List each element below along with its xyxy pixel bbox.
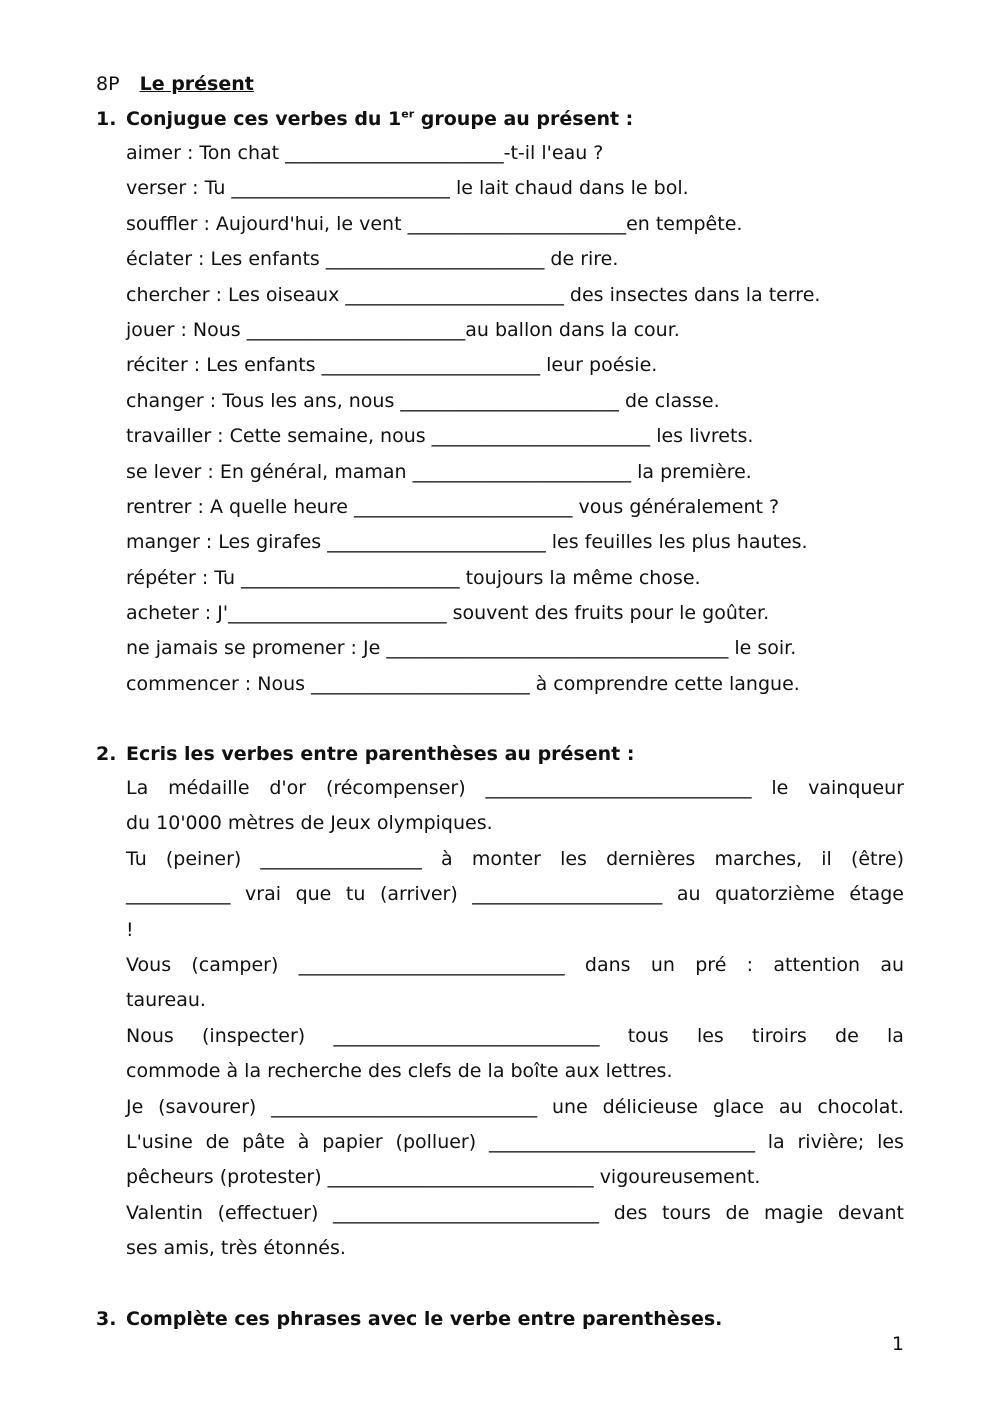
exercise-2-word: ____________________________ (333, 1024, 600, 1047)
exercise-2-word: ____________________________ (298, 953, 565, 976)
exercise-1-sentence: verser : Tu _______________________ le lait chaud dans le bol. (126, 177, 689, 200)
exercise-1-sentence: souffler : Aujourd'hui, le vent _______________________en tempête. (126, 212, 743, 235)
exercise-1-sentence: travailler : Cette semaine, nous _______________________ les livrets. (126, 425, 754, 448)
exercise-2-word: ____________________________ (271, 1095, 538, 1118)
exercise-2-word: vainqueur (808, 777, 904, 799)
exercise-1-sentence: manger : Les girafes _______________________ les feuilles les plus hautes. (126, 531, 808, 554)
exercise-2-word: _________________ (260, 847, 422, 870)
exercise-2-word: attention (773, 953, 861, 976)
exercise-2-word: : (746, 953, 754, 976)
exercise-2-line (126, 882, 904, 917)
exercise-3-instruction: Complète ces phrases avec le verbe entre parenthèses. (126, 1308, 723, 1330)
exercise-2-word: dernières (606, 847, 696, 870)
exercise-2-word: L'usine (126, 1130, 193, 1153)
exercise-2-word: ___________ (126, 883, 231, 906)
exercise-2-word: (savourer) (158, 1095, 257, 1118)
exercise-1-sentence: ne jamais se promener : Je ____________________________________ le soir. (126, 637, 797, 660)
exercise-2-word: ____________________________ (488, 1130, 755, 1153)
exercise-2-word: délicieuse (602, 1095, 698, 1118)
exercise-2-word: les (696, 1024, 724, 1047)
exercise-2-word: dans (584, 953, 631, 976)
exercise-2-word: tous (627, 1024, 669, 1047)
exercise-2-word: la (887, 1024, 904, 1047)
exercise-2-word: pré (695, 953, 727, 976)
worksheet-header (96, 72, 260, 96)
exercise-2-line (126, 1201, 904, 1236)
exercise-2-word: pâte (242, 1130, 285, 1153)
exercise-3-number: 3. (96, 1308, 117, 1330)
exercise-2-line (126, 776, 904, 811)
exercise-2-word: Vous (126, 953, 172, 976)
exercise-2-line: taureau. (126, 989, 206, 1012)
exercise-2-line: pêcheurs (protester) ____________________________ vigoureusement. (126, 1166, 761, 1189)
exercise-2-word: magie (763, 1201, 824, 1224)
exercise-2-word: à (441, 847, 453, 870)
exercise-3-heading (96, 1307, 722, 1331)
exercise-2-word: Nous (126, 1024, 174, 1047)
exercise-2-word: marches, (714, 847, 803, 870)
exercise-2-word: chocolat. (817, 1095, 904, 1118)
exercise-2-word: un (650, 953, 675, 976)
exercise-2-word: que (295, 883, 332, 906)
exercise-2-word: rivière; (797, 1130, 865, 1153)
exercise-2-word: il (821, 847, 832, 870)
page-number: 1 (891, 1333, 904, 1355)
exercise-2-line (126, 1130, 904, 1165)
exercise-2-word: ____________________________ (485, 777, 752, 799)
exercise-2-line: ! (126, 918, 134, 941)
exercise-2-word: La (126, 777, 149, 799)
exercise-2-word: de (205, 1130, 230, 1153)
exercise-2-word: au (880, 953, 904, 976)
exercise-2-word: vrai (245, 883, 282, 906)
exercise-2-word: au (778, 1095, 803, 1118)
exercise-1-sentences (126, 141, 820, 707)
exercise-2-word: de (835, 1024, 859, 1047)
exercise-2-word: monter (471, 847, 541, 870)
exercise-2-word: d'or (269, 777, 307, 799)
exercise-1-heading (96, 107, 633, 131)
exercise-2-line (126, 953, 904, 988)
exercise-1-sentence: jouer : Nous _______________________au ballon dans la cour. (126, 318, 680, 341)
exercise-1-number: 1. (96, 108, 117, 130)
exercise-2-line (126, 847, 904, 882)
exercise-2-word: tiroirs (752, 1024, 807, 1047)
exercise-2-word: Valentin (126, 1201, 203, 1224)
class-label: 8P (96, 73, 120, 95)
exercise-2-word: médaille (168, 777, 250, 799)
exercise-1-sentence: commencer : Nous _______________________ à comprendre cette langue. (126, 672, 800, 695)
exercise-2-word: de (725, 1201, 750, 1224)
exercise-2-word: une (552, 1095, 588, 1118)
exercise-2-word: les (560, 847, 587, 870)
exercise-2-sentences (126, 776, 904, 1271)
exercise-2-word: (peiner) (165, 847, 242, 870)
exercise-2-word: tours (662, 1201, 711, 1224)
exercise-2-word: (inspecter) (202, 1024, 306, 1047)
exercise-2-line: du 10'000 mètres de Jeux olympiques. (126, 812, 493, 835)
page-title: Le présent (139, 73, 254, 95)
exercise-1-instruction-end: groupe au présent : (414, 108, 634, 130)
exercise-2-heading (96, 742, 634, 766)
exercise-2-word: glace (712, 1095, 764, 1118)
exercise-2-word: au (676, 883, 701, 906)
exercise-1-sentence: aimer : Ton chat _______________________-t-il l'eau ? (126, 142, 604, 164)
exercise-2-line (126, 1024, 904, 1059)
exercise-2-word: le (771, 777, 789, 799)
exercise-1-sentence: changer : Tous les ans, nous _______________________ de classe. (126, 389, 720, 412)
exercise-2-word: (effectuer) (217, 1201, 319, 1224)
exercise-1-sentence: éclater : Les enfants _______________________ de rire. (126, 248, 619, 271)
exercise-2-word: (être) (850, 847, 904, 870)
exercise-1-sentence: répéter : Tu _______________________ toujours la même chose. (126, 566, 701, 589)
exercise-1-sentence: se lever : En général, maman _______________________ la première. (126, 460, 752, 483)
exercise-2-word: (camper) (191, 953, 279, 976)
exercise-2-word: devant (837, 1201, 904, 1224)
exercise-2-word: ____________________________ (333, 1201, 600, 1224)
exercise-2-word: étage (849, 883, 904, 906)
exercise-2-word: Je (126, 1095, 144, 1118)
exercise-1-sentence: réciter : Les enfants _______________________ leur poésie. (126, 354, 658, 377)
exercise-2-word: papier (322, 1130, 383, 1153)
exercise-1-instruction-superscript: er (401, 107, 415, 121)
exercise-1-sentence: acheter : J'_______________________ souvent des fruits pour le goûter. (126, 602, 770, 625)
exercise-2-word: (arriver) (379, 883, 458, 906)
exercise-2-line: commode à la recherche des clefs de la boîte aux lettres. (126, 1060, 673, 1083)
exercise-2-word: Tu (126, 847, 147, 870)
exercise-2-line: ses amis, très étonnés. (126, 1237, 346, 1260)
exercise-2-word: (polluer) (395, 1130, 477, 1153)
exercise-2-word: les (877, 1130, 904, 1153)
exercise-2-word: (récompenser) (325, 777, 466, 799)
exercise-2-number: 2. (96, 743, 117, 765)
exercise-2-word: quatorzième (715, 883, 835, 906)
exercise-2-line (126, 1095, 904, 1130)
exercise-1-sentence: chercher : Les oiseaux _______________________ des insectes dans la terre. (126, 283, 821, 306)
exercise-2-word: des (613, 1201, 648, 1224)
exercise-2-instruction: Ecris les verbes entre parenthèses au présent : (126, 743, 635, 765)
exercise-2-word: ____________________ (472, 883, 663, 906)
exercise-2-word: tu (345, 883, 366, 906)
exercise-2-word: à (297, 1130, 310, 1153)
exercise-1-instruction-start: Conjugue ces verbes du 1 (126, 108, 402, 130)
exercise-2-word: la (767, 1130, 785, 1153)
exercise-1-sentence: rentrer : A quelle heure _______________________ vous généralement ? (126, 495, 780, 518)
